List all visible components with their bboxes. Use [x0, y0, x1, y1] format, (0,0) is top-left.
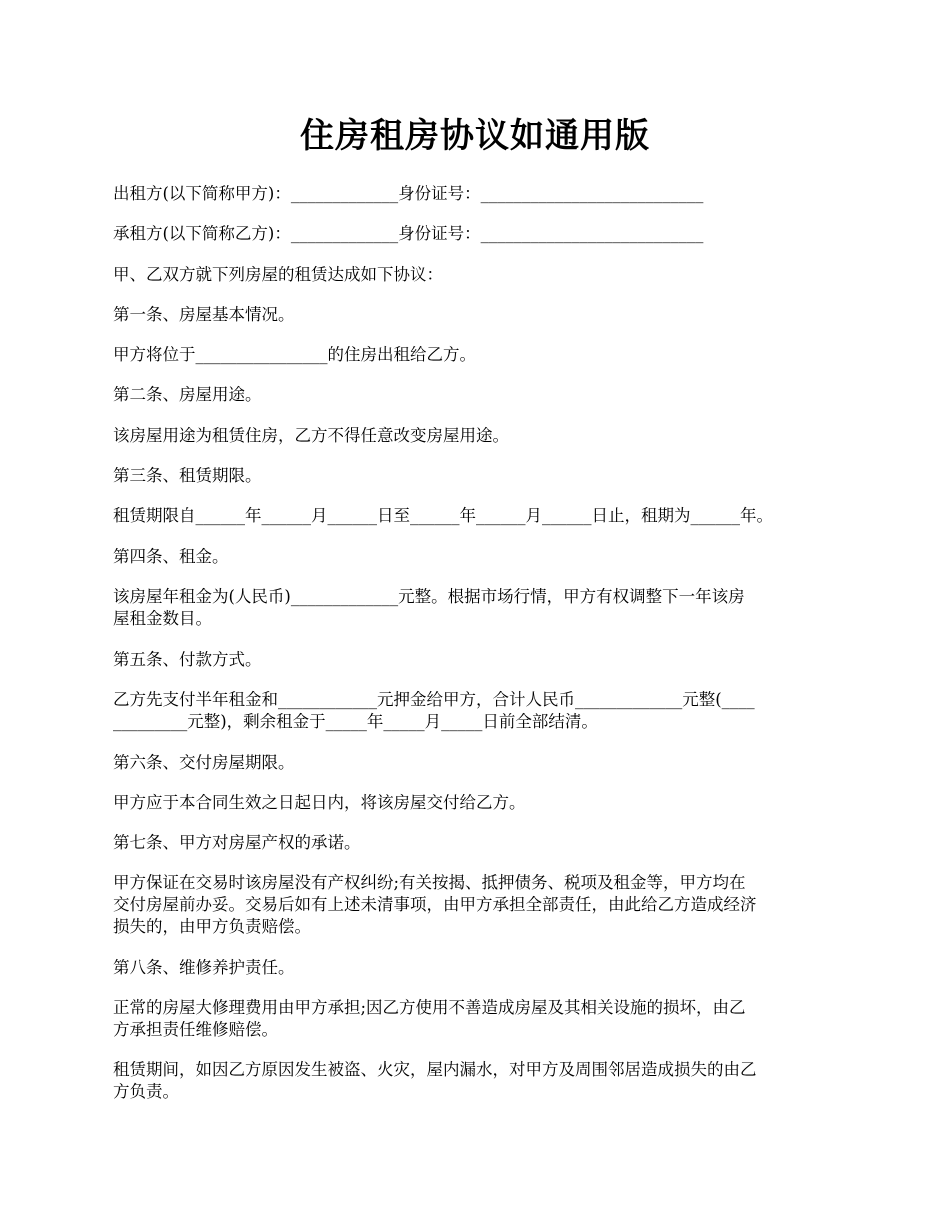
- article-5-text-line: 乙方先支付半年租金和____________元押金给甲方，合计人民币_____________元整(____: [113, 690, 755, 709]
- article-5-text: [113, 689, 848, 733]
- article-8-text-line: 方承担责任维修赔偿。: [113, 1020, 278, 1039]
- document-title: 住房租房协议如通用版: [300, 116, 650, 156]
- lessor-line: 出租方(以下简称甲方)：_____________身份证号：___________________________: [113, 184, 704, 203]
- article-7-heading: 第七条、甲方对房屋产权的承诺。: [113, 833, 361, 852]
- liability-text-line: 租赁期间，如因乙方原因发生被盗、火灾，屋内漏水，对甲方及周围邻居造成损失的由乙: [113, 1060, 757, 1079]
- article-7-text: [113, 872, 848, 938]
- article-8-text: [113, 997, 848, 1041]
- article-6-text: 甲方应于本合同生效之日起日内，将该房屋交付给乙方。: [113, 793, 526, 812]
- article-2-text: 该房屋用途为租赁住房，乙方不得任意改变房屋用途。: [113, 426, 509, 445]
- article-4-text-line: 屋租金数目。: [113, 609, 212, 628]
- article-7-text-line: 损失的，由甲方负责赔偿。: [113, 917, 311, 936]
- article-5-text-line: _________元整)，剩余租金于_____年_____月_____日前全部结清。: [113, 712, 598, 731]
- article-3-heading: 第三条、租赁期限。: [113, 466, 262, 485]
- article-5-heading: 第五条、付款方式。: [113, 650, 262, 669]
- lessee-line: 承租方(以下简称乙方)：_____________身份证号：___________________________: [113, 224, 704, 243]
- lease-period-liability-text: [113, 1059, 848, 1103]
- liability-text-line: 方负责。: [113, 1082, 179, 1101]
- article-1-text: 甲方将位于________________的住房出租给乙方。: [113, 345, 476, 364]
- article-3-text: 租赁期限自______年______月______日至______年______月______日止，租期为______年。: [113, 506, 773, 525]
- article-7-text-line: 甲方保证在交易时该房屋没有产权纠纷;有关按揭、抵押债务、税项及租金等，甲方均在: [113, 873, 746, 892]
- article-6-heading: 第六条、交付房屋期限。: [113, 753, 295, 772]
- article-4-text-line: 该房屋年租金为(人民币)_____________元整。根据市场行情，甲方有权调整下一年该房: [113, 587, 745, 606]
- agreement-intro: 甲、乙双方就下列房屋的租赁达成如下协议：: [113, 265, 443, 284]
- article-4-heading: 第四条、租金。: [113, 547, 229, 566]
- article-2-heading: 第二条、房屋用途。: [113, 385, 262, 404]
- article-8-text-line: 正常的房屋大修理费用由甲方承担;因乙方使用不善造成房屋及其相关设施的损坏，由乙: [113, 998, 746, 1017]
- article-8-heading: 第八条、维修养护责任。: [113, 958, 295, 977]
- article-1-heading: 第一条、房屋基本情况。: [113, 305, 295, 324]
- article-4-text: [113, 586, 848, 630]
- article-7-text-line: 交付房屋前办妥。交易后如有上述未清事项，由甲方承担全部责任，由此给乙方造成经济: [113, 895, 757, 914]
